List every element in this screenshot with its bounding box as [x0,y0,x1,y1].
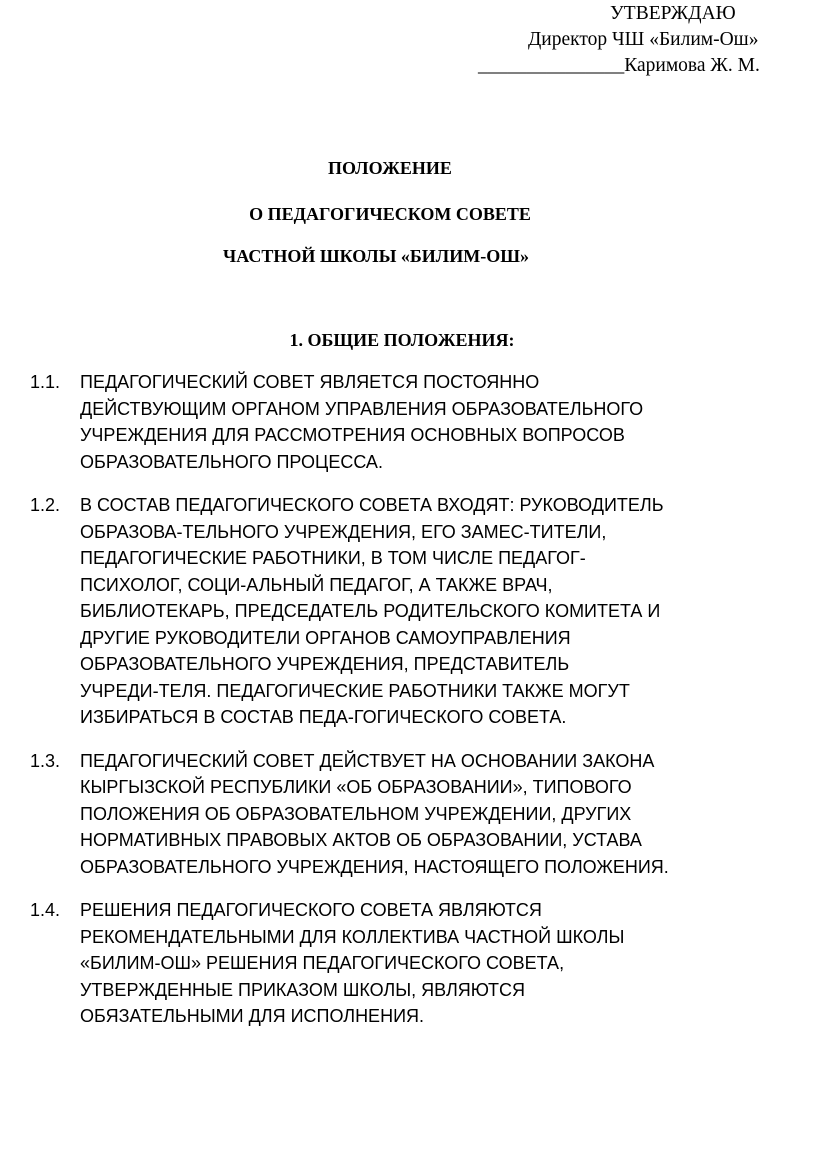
provision-number: 1.4. [30,900,61,920]
provision-text-line: ОБРАЗОВАТЕЛЬНОГО УЧРЕЖДЕНИЯ, ПРЕДСТАВИТЕЛЬ [80,654,570,674]
provision-text-line: ДРУГИЕ РУКОВОДИТЕЛИ ОРГАНОВ САМОУПРАВЛЕНИЯ [80,627,571,648]
provision-text-line: ОБРАЗОВАТЕЛЬНОГО ПРОЦЕССА. [80,451,383,472]
provision-text-line: ДЕЙСТВУЮЩИМ ОРГАНОМ УПРАВЛЕНИЯ ОБРАЗОВАТЕЛЬНОГО [80,398,644,419]
approval-title: УТВЕРЖДАЮ [610,3,736,24]
provision-number: 1.2. [30,495,61,515]
provision-text-line: ПЕДАГОГИЧЕСКИЙ СОВЕТ ЯВЛЯЕТСЯ ПОСТОЯННО [80,372,540,392]
provision-text-line: «БИЛИМ-ОШ» РЕШЕНИЯ ПЕДАГОГИЧЕСКОГО СОВЕТА, [80,953,565,973]
document-title-line-2: О ПЕДАГОГИЧЕСКОМ СОВЕТЕ [249,204,531,224]
provision-text-line: НОРМАТИВНЫХ ПРАВОВЫХ АКТОВ ОБ ОБРАЗОВАНИИ, УСТАВА [80,830,642,850]
provision-text-line: РЕКОМЕНДАТЕЛЬНЫМИ ДЛЯ КОЛЛЕКТИВА ЧАСТНОЙ ШКОЛЫ [80,926,625,947]
approval-signature-line: _______________Каримова Ж. М. [478,55,760,76]
approval-position: Директор ЧШ «Билим-Ош» [528,29,759,50]
provision-text-line: УТВЕРЖДЕННЫЕ ПРИКАЗОМ ШКОЛЫ, ЯВЛЯЮТСЯ [80,979,525,1000]
provision-text-line: ОБРАЗОВА-ТЕЛЬНОГО УЧРЕЖДЕНИЯ, ЕГО ЗАМЕС-ТИТЕЛИ, [80,521,607,542]
provision-text-line: ОБРАЗОВАТЕЛЬНОГО УЧРЕЖДЕНИЯ, НАСТОЯЩЕГО ПОЛОЖЕНИЯ. [80,856,669,877]
provision-text-line: КЫРГЫЗСКОЙ РЕСПУБЛИКИ «ОБ ОБРАЗОВАНИИ», ТИПОВОГО [80,777,632,797]
provision-text-line: ОБЯЗАТЕЛЬНЫМИ ДЛЯ ИСПОЛНЕНИЯ. [80,1006,425,1026]
provision-text-line: БИБЛИОТЕКАРЬ, ПРЕДСЕДАТЕЛЬ РОДИТЕЛЬСКОГО КОМИТЕТА И [80,601,661,621]
provision-item-1-3 [30,748,790,881]
section-heading: 1. ОБЩИЕ ПОЛОЖЕНИЯ: [289,330,515,350]
provision-text-line: В СОСТАВ ПЕДАГОГИЧЕСКОГО СОВЕТА ВХОДЯТ: РУКОВОДИТЕЛЬ [80,495,664,515]
provision-text-line: ПЕДАГОГИЧЕСКИЙ СОВЕТ ДЕЙСТВУЕТ НА ОСНОВАНИИ ЗАКОНА [80,750,655,771]
provision-text-line: РЕШЕНИЯ ПЕДАГОГИЧЕСКОГО СОВЕТА ЯВЛЯЮТСЯ [80,900,542,920]
provision-number: 1.3. [30,750,61,771]
document-title-line-1: ПОЛОЖЕНИЕ [328,158,452,178]
provision-item-1-2 [30,492,790,731]
provision-text-line: УЧРЕЖДЕНИЯ ДЛЯ РАССМОТРЕНИЯ ОСНОВНЫХ ВОПРОСОВ [80,425,625,445]
provision-number: 1.1. [30,372,61,392]
provisions-list [30,369,790,1047]
provision-text-line: ПОЛОЖЕНИЯ ОБ ОБРАЗОВАТЕЛЬНОМ УЧРЕЖДЕНИИ, ДРУГИХ [80,803,632,824]
provision-text-line: ПСИХОЛОГ, СОЦИ-АЛЬНЫЙ ПЕДАГОГ, А ТАКЖЕ ВРАЧ, [80,574,553,595]
document-title-line-3: ЧАСТНОЙ ШКОЛЫ «БИЛИМ-ОШ» [223,246,529,266]
provision-text-line: УЧРЕДИ-ТЕЛЯ. ПЕДАГОГИЧЕСКИЕ РАБОТНИКИ ТАКЖЕ МОГУТ [80,680,630,701]
provision-item-1-4 [30,897,790,1030]
provision-item-1-1 [30,369,790,475]
provision-text-line: ПЕДАГОГИЧЕСКИЕ РАБОТНИКИ, В ТОМ ЧИСЛЕ ПЕДАГОГ- [80,548,586,568]
provision-text-line: ИЗБИРАТЬСЯ В СОСТАВ ПЕДА-ГОГИЧЕСКОГО СОВЕТА. [80,707,567,727]
